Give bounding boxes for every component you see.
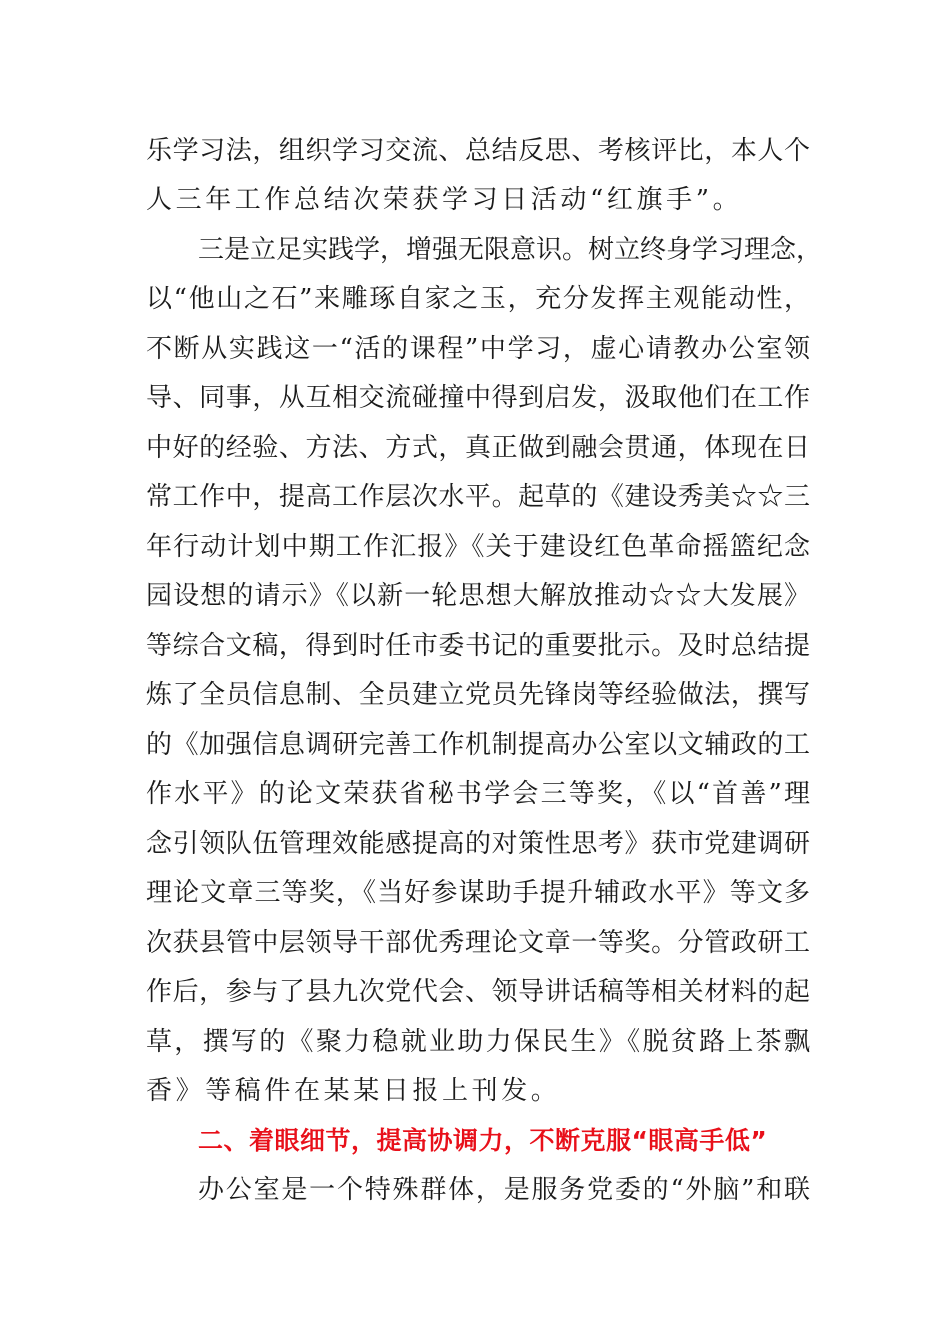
paragraph-first-line: 办公室是一个特殊群体，是服务党委的“外脑”和联 (198, 1175, 810, 1205)
text-line: 理论文章三等奖，《当好参谋助手提升辅政水平》等文多 (146, 878, 810, 908)
text-line: 年行动计划中期工作汇报》《关于建设红色革命摇篮纪念 (146, 532, 810, 562)
text-line: 香》等稿件在某某日报上刊发。 (146, 1076, 561, 1106)
text-line: 导、同事，从互相交流碰撞中得到启发，汲取他们在工作 (146, 383, 810, 413)
text-line: 次获县管中层领导干部优秀理论文章一等奖。分管政研工 (146, 928, 810, 958)
text-line: 人三年工作总结次荣获学习日活动“红旗手”。 (146, 185, 743, 215)
text-line: 念引领队伍管理效能感提高的对策性思考》获市党建调研 (146, 829, 810, 859)
text-line: 作水平》的论文荣获省秘书学会三等奖，《以“首善”理 (146, 779, 810, 809)
text-line: 园设想的请示》《以新一轮思想大解放推动☆☆大发展》 (146, 581, 810, 611)
text-line: 不断从实践这一“活的课程”中学习，虚心请教办公室领 (146, 334, 810, 364)
text-line: 以“他山之石”来雕琢自家之玉，充分发挥主观能动性， (146, 284, 810, 314)
section-heading: 二、着眼细节，提高协调力，不断克服“眼高手低” (198, 1126, 768, 1155)
text-line: 等综合文稿，得到时任市委书记的重要批示。及时总结提 (146, 631, 810, 661)
text-line: 中好的经验、方法、方式，真正做到融会贯通，体现在日 (146, 433, 810, 463)
text-line: 常工作中，提高工作层次水平。起草的《建设秀美☆☆三 (146, 482, 810, 512)
text-line: 的《加强信息调研完善工作机制提高办公室以文辅政的工 (146, 730, 810, 760)
text-line: 炼了全员信息制、全员建立党员先锋岗等经验做法，撰写 (146, 680, 810, 710)
text-line: 作后，参与了县九次党代会、领导讲话稿等相关材料的起 (146, 977, 810, 1007)
paragraph-first-line: 三是立足实践学，增强无限意识。树立终身学习理念， (198, 235, 823, 265)
text-line: 乐学习法，组织学习交流、总结反思、考核评比，本人个 (146, 136, 810, 166)
text-line: 草，撰写的《聚力稳就业助力保民生》《脱贫路上茶飘 (146, 1027, 810, 1057)
